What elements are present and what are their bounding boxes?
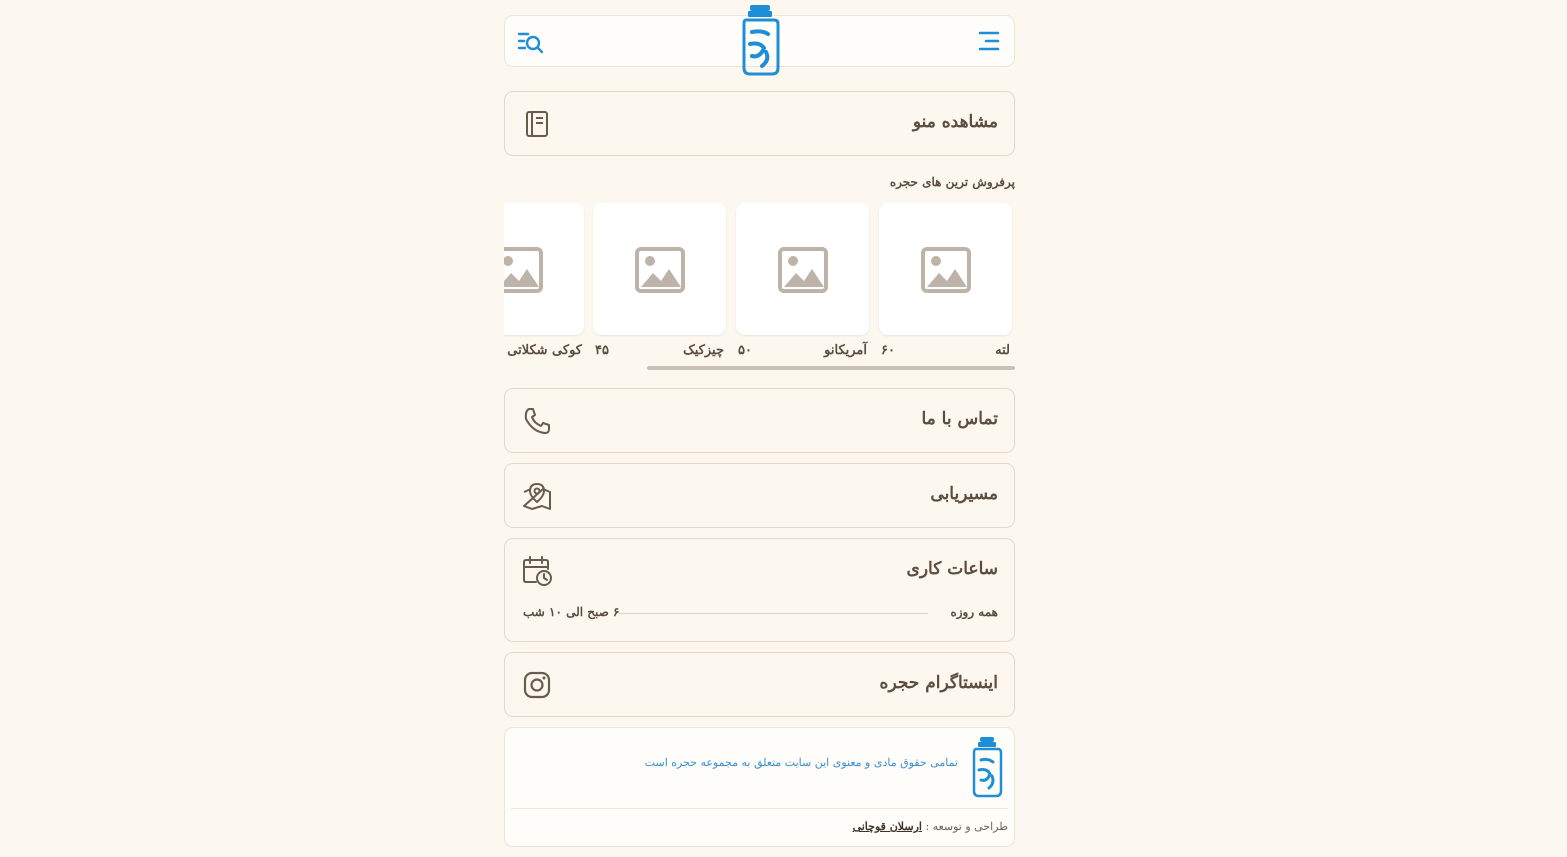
hojreh-logo[interactable] <box>738 4 782 76</box>
directions-card[interactable] <box>504 463 1015 528</box>
hours-time: ۶ صبح الی ۱۰ شب <box>523 605 620 619</box>
contact-card[interactable] <box>504 388 1015 453</box>
image-placeholder-icon <box>635 247 685 293</box>
product-name: چیزکیک <box>683 343 724 358</box>
calendar-clock-icon <box>521 555 553 587</box>
footer-divider <box>511 808 1008 809</box>
search-list-icon <box>517 29 545 55</box>
product-image <box>736 203 869 335</box>
footer <box>504 727 1015 847</box>
search-button[interactable] <box>517 29 545 55</box>
image-placeholder-icon <box>921 247 971 293</box>
footer-logo-icon <box>970 736 1004 798</box>
product-card[interactable] <box>879 203 1012 358</box>
product-image <box>593 203 726 335</box>
carousel-scrollbar[interactable] <box>647 366 1015 370</box>
map-pin-icon <box>521 480 553 512</box>
product-name: آمریکانو <box>824 343 867 358</box>
phone-icon <box>521 405 553 437</box>
designer-credit <box>853 820 1008 833</box>
bestsellers-title: پرفروش ترین های حجره <box>889 175 1015 189</box>
hamburger-icon <box>976 29 1000 53</box>
product-image <box>504 203 584 335</box>
product-card[interactable] <box>736 203 869 358</box>
copyright-text: تمامی حقوق مادی و معنوی این سایت متعلق به مجموعه حجره است <box>644 756 958 769</box>
view-menu-card[interactable] <box>504 91 1015 156</box>
image-placeholder-icon <box>504 247 543 293</box>
contact-label: تماس با ما <box>921 409 998 429</box>
instagram-icon <box>521 669 553 701</box>
working-hours-card <box>504 538 1015 642</box>
product-name: لته <box>995 343 1010 358</box>
instagram-card[interactable] <box>504 652 1015 717</box>
hours-row <box>523 605 998 623</box>
product-name: کوکی شکلاتی <box>507 343 582 358</box>
designer-link[interactable]: ارسلان قوچانی <box>852 820 922 833</box>
image-placeholder-icon <box>778 247 828 293</box>
credit-prefix: طراحی و توسعه : <box>921 820 1008 833</box>
bestsellers-carousel[interactable] <box>504 200 1015 375</box>
hours-days: همه روزه <box>950 605 998 619</box>
product-image <box>879 203 1012 335</box>
product-price: ۴۵ <box>595 343 609 358</box>
view-menu-label: مشاهده منو <box>912 112 998 132</box>
product-price: ۵۰ <box>738 343 752 358</box>
product-card[interactable] <box>504 203 584 358</box>
instagram-label: اینستاگرام حجره <box>879 673 998 693</box>
product-price: ۶۰ <box>881 343 895 358</box>
working-hours-label: ساعات کاری <box>906 559 998 579</box>
hojreh-bottle-logo-icon <box>738 4 782 76</box>
product-card[interactable] <box>593 203 726 358</box>
directions-label: مسیریابی <box>930 484 998 504</box>
menu-button[interactable] <box>976 29 1000 53</box>
book-icon <box>521 108 553 140</box>
hours-separator <box>619 613 928 614</box>
